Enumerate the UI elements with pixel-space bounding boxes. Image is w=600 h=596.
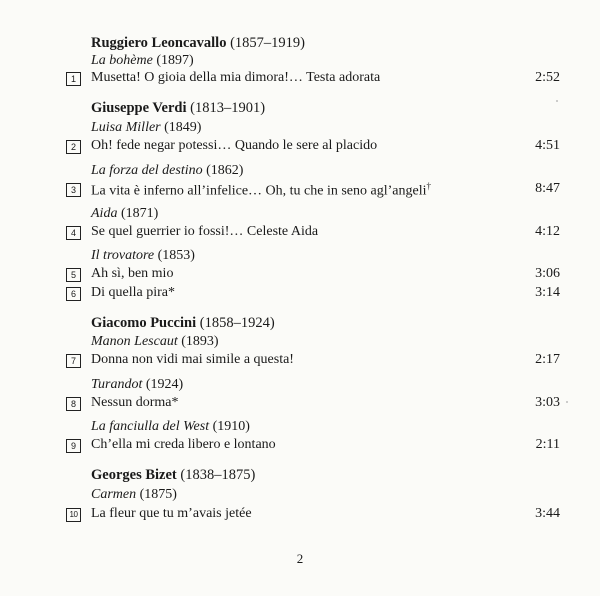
track-duration: 8:47 xyxy=(535,181,560,196)
track-duration: 3:44 xyxy=(535,506,560,521)
opera-heading xyxy=(91,334,219,350)
track-number: 6 xyxy=(66,287,81,301)
track-duration: 2:52 xyxy=(535,70,560,85)
track-number: 8 xyxy=(66,397,81,411)
opera-year: (1853) xyxy=(157,248,195,263)
opera-year: (1862) xyxy=(206,163,244,178)
opera-year: (1910) xyxy=(212,419,250,434)
opera-year: (1897) xyxy=(156,53,194,68)
track-row xyxy=(66,437,560,455)
opera-year: (1924) xyxy=(145,377,184,392)
opera-heading xyxy=(91,120,201,136)
opera-title: La fanciulla del West xyxy=(91,419,210,434)
track-duration: 4:12 xyxy=(535,224,560,239)
opera-heading xyxy=(91,487,177,503)
composer-name: Giacomo Puccini xyxy=(91,315,197,331)
composer-dates: (1838–1875) xyxy=(180,467,256,483)
opera-title: Aida xyxy=(91,206,118,221)
opera-heading xyxy=(91,248,195,264)
composer-name: Giuseppe Verdi xyxy=(91,100,187,116)
composer-heading xyxy=(91,100,265,117)
track-duration: 3:06 xyxy=(535,266,560,281)
track-title: Oh! fede negar potessi… Quando le sere al placido xyxy=(91,138,378,153)
opera-heading xyxy=(91,53,194,69)
track-title: Di quella pira* xyxy=(91,285,175,300)
opera-year: (1871) xyxy=(120,206,159,221)
track-title: Musetta! O gioia della mia dimora!… Testa adorata xyxy=(91,70,381,85)
composer-heading xyxy=(91,35,305,52)
opera-title: Luisa Miller xyxy=(91,120,161,135)
opera-year: (1849) xyxy=(164,120,202,135)
track-duration: 2:11 xyxy=(535,437,560,452)
opera-heading xyxy=(91,377,183,393)
track-title: Ch’ella mi creda libero e lontano xyxy=(91,437,276,452)
track-title: Ah sì, ben mio xyxy=(91,266,174,281)
track-row xyxy=(66,285,560,303)
composer-dates: (1857–1919) xyxy=(230,35,306,51)
footnote-mark: † xyxy=(426,181,431,191)
composer-dates: (1858–1924) xyxy=(199,315,275,331)
track-duration: 3:03 xyxy=(535,395,560,410)
track-row xyxy=(66,352,560,370)
track-number: 9 xyxy=(66,439,81,453)
track-number: 7 xyxy=(66,354,81,368)
track-row xyxy=(66,224,560,242)
track-title xyxy=(91,181,431,200)
opera-title: Turandot xyxy=(91,377,143,392)
opera-title: Manon Lescaut xyxy=(91,334,178,349)
track-row xyxy=(66,138,560,156)
track-row xyxy=(66,395,560,413)
opera-title: La bohème xyxy=(91,53,153,68)
opera-year: (1893) xyxy=(181,334,219,349)
opera-title: Il trovatore xyxy=(91,248,155,263)
opera-heading xyxy=(91,163,243,179)
track-row xyxy=(66,70,560,88)
track-duration: 2:17 xyxy=(535,352,560,367)
opera-title: La forza del destino xyxy=(91,163,203,178)
opera-title: Carmen xyxy=(91,487,137,502)
track-number: 1 xyxy=(66,72,81,86)
track-number: 2 xyxy=(66,140,81,154)
composer-name: Georges Bizet xyxy=(91,467,177,483)
track-duration: 4:51 xyxy=(535,138,560,153)
track-title: Se quel guerrier io fossi!… Celeste Aida xyxy=(91,224,319,239)
composer-name: Ruggiero Leoncavallo xyxy=(91,35,227,51)
track-row xyxy=(66,506,560,524)
opera-year: (1875) xyxy=(139,487,177,502)
track-title: Nessun dorma* xyxy=(91,395,179,410)
track-title-text: La vita è inferno all’infelice… Oh, tu che in seno agl’angeli xyxy=(91,183,427,199)
composer-heading xyxy=(91,315,275,332)
track-number: 5 xyxy=(66,268,81,282)
paper-speck xyxy=(556,100,558,102)
composer-heading xyxy=(91,467,255,484)
track-number: 3 xyxy=(66,183,81,197)
track-row xyxy=(66,181,560,199)
opera-heading xyxy=(91,419,250,435)
composer-dates: (1813–1901) xyxy=(190,100,266,116)
paper-speck xyxy=(566,401,568,403)
track-row xyxy=(66,266,560,284)
track-title: Donna non vidi mai simile a questa! xyxy=(91,352,294,367)
track-title: La fleur que tu m’avais jetée xyxy=(91,506,252,521)
track-number: 4 xyxy=(66,226,81,240)
track-number: 10 xyxy=(66,508,81,522)
page-number: 2 xyxy=(296,551,304,566)
opera-heading xyxy=(91,206,158,222)
track-duration: 3:14 xyxy=(535,285,560,300)
